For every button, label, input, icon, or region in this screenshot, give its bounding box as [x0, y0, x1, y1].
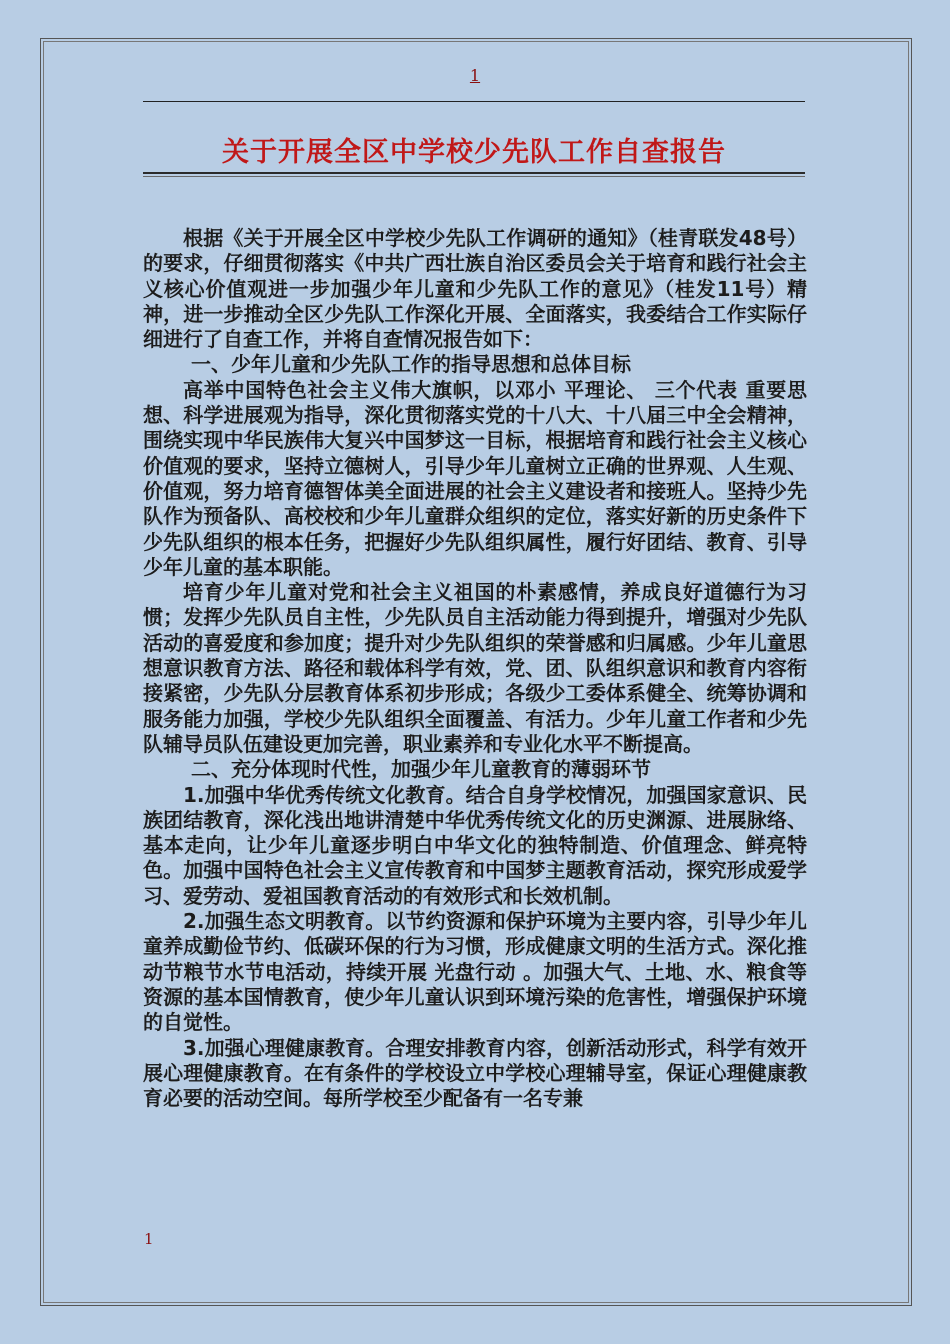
section-heading: 一、少年儿童和少先队工作的指导思想和总体目标: [191, 352, 631, 377]
numbered-paragraph: 3.加强心理健康教育。合理安排教育内容，创新活动形式，科学有效开展心理健康教育。在有条件的学校设立中学校心理辅导室，保证心理健康教育必要的活动空间。每所学校至少配备有一名专兼: [143, 1035, 807, 1111]
header-rule: [143, 101, 805, 102]
paragraph: 高举中国特色社会主义伟大旗帜，以邓小 平理论、 三个代表 重要思想、科学进展观为指导，深化贯彻落实党的十八大、十八届三中全会精神，围绕实现中华民族伟大复兴中国梦这一目标，根据培育和践行社会主义核心价值观的要求，坚持立德树人，引导少年儿童树立正确的世界观、人生观、价值观，努力培育德智体美全面进展的社会主义建设者和接班人。坚持少先队作为预备队、高校校和少年儿童群众组织的定位，落实好新的历史条件下少先队组织的根本任务，把握好少先队组织属性，履行好团结、教育、引导少年儿童的基本职能。: [143, 377, 807, 579]
numbered-paragraph: 1.加强中华优秀传统文化教育。结合自身学校情况，加强国家意识、民族团结教育，深化浅出地讲清楚中华优秀传统文化的历史渊源、进展脉络、基本走向，让少年儿童逐步明白中华文化的独特制造、价值理念、鲜亮特色。加强中国特色社会主义宣传教育和中国梦主题教育活动，探究形成爱学习、爱劳动、爱祖国教育活动的有效形式和长效机制。: [143, 782, 807, 908]
document-body: [143, 226, 807, 1111]
footer-page-number: 1: [144, 1230, 154, 1248]
paragraph: 培育少年儿童对党和社会主义祖国的朴素感情，养成良好道德行为习惯；发挥少先队员自主性，少先队员自主活动能力得到提升，增强对少先队活动的喜爱度和参加度；提升对少先队组织的荣誉感和归属感。少年儿童思想意识教育方法、路径和载体科学有效，党、团、队组织意识和教育内容衔接紧密，少先队分层教育体系初步形成；各级少工委体系健全、统筹协调和服务能力加强，学校少先队组织全面覆盖、有活力。少年儿童工作者和少先队辅导员队伍建设更加完善，职业素养和专业化水平不断提高。: [143, 580, 807, 756]
numbered-paragraph: 2.加强生态文明教育。以节约资源和保护环境为主要内容，引导少年儿童养成勤俭节约、低碳环保的行为习惯，形成健康文明的生活方式。深化推动节粮节水节电活动，持续开展 光盘行动 。加强大气、土地、水、粮食等资源的基本国情教育，使少年儿童认识到环境污染的危害性，增强保护环境的自觉性。: [143, 909, 807, 1035]
document-title: 关于开展全区中学校少先队工作自查报告: [222, 137, 726, 168]
paragraph: 根据《关于开展全区中学校少先队工作调研的通知》（桂青联发48号）的要求，仔细贯彻落实《中共广西壮族自治区委员会关于培育和践行社会主义核心价值观进一步加强少年儿童和少先队工作的意见》（桂发11号）精神，进一步推动全区少先队工作深化开展、全面落实，我委结合工作实际仔细进行了自查工作，并将自查情况报告如下：: [143, 226, 807, 352]
title-rule: [143, 172, 805, 174]
title-rule-thin: [143, 176, 805, 177]
section-heading: 二、充分体现时代性，加强少年儿童教育的薄弱环节: [191, 757, 651, 782]
header-page-number: 1: [469, 66, 481, 85]
